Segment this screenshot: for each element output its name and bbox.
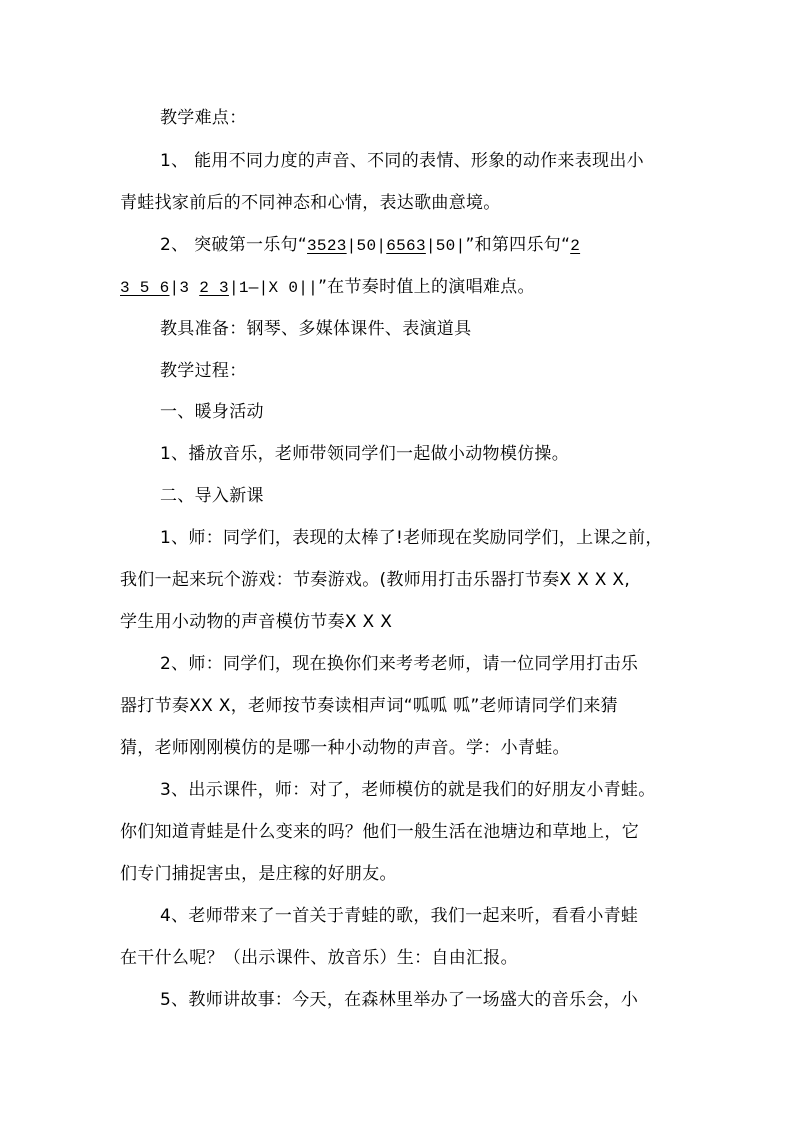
notation-phrase4-start: 2 <box>570 237 581 255</box>
notation-phrase4-a: 3 5 6 <box>120 279 170 297</box>
section-2-item-3-line-2: 你们知道青蛙是什么变来的吗？他们一般生活在池塘边和草地上，它 <box>120 822 639 842</box>
notation-phrase4-d: |1—|X 0|| <box>228 279 319 297</box>
section-2-item-4-line-2: 在干什么呢？（出示课件、放音乐）生：自由汇报。 <box>120 948 518 968</box>
item-2-mid: ”和第四乐句“ <box>465 235 571 255</box>
heading-teaching-process: 教学过程： <box>160 361 247 381</box>
section-2-item-4-line-1: 4、老师带来了一首关于青蛙的歌，我们一起来听，看看小青蛙 <box>160 906 639 926</box>
section-2-item-2-line-3: 猜，老师刚刚模仿的是哪一种小动物的声音。学：小青蛙。 <box>120 738 570 758</box>
section-1-title: 一、暖身活动 <box>160 402 264 422</box>
heading-teaching-difficulty: 教学难点： <box>160 108 247 128</box>
section-2-item-3-line-1: 3、出示课件，师：对了，老师模仿的就是我们的好朋友小青蛙。 <box>160 780 656 800</box>
notation-phrase1-b: |50| <box>346 237 387 255</box>
item-2-prefix: 2、 突破第一乐句“ <box>160 235 308 255</box>
section-2-item-2-line-1: 2、师：同学们，现在换你们来考考老师，请一位同学用打击乐 <box>160 654 639 674</box>
difficulty-item-2-line-1 <box>160 234 680 257</box>
notation-phrase1-d: |50| <box>425 237 466 255</box>
section-2-item-3-line-3: 们专门捕捉害虫，是庄稼的好朋友。 <box>120 864 397 884</box>
section-2-title: 二、导入新课 <box>160 486 264 506</box>
section-2-item-1-line-3: 学生用小动物的声音模仿节奏X X X <box>120 612 393 632</box>
section-2-item-5-line-1: 5、教师讲故事：今天，在森林里举办了一场盛大的音乐会，小 <box>160 990 639 1010</box>
item-2-suffix: ”在节奏时值上的演唱难点。 <box>318 277 535 297</box>
notation-phrase4-b: |3 <box>169 279 200 297</box>
section-1-item-1: 1、播放音乐，老师带领同学们一起做小动物模仿操。 <box>160 444 570 464</box>
teaching-aids: 教具准备：钢琴、多媒体课件、表演道具 <box>160 319 472 339</box>
notation-phrase1-c: 6563 <box>386 237 426 255</box>
section-2-item-1-line-2: 我们一起来玩个游戏：节奏游戏。(教师用打击乐器打节奏X X X X, <box>120 570 631 590</box>
difficulty-item-1-line-2: 青蛙找家前后的不同神态和心情，表达歌曲意境。 <box>120 193 501 213</box>
difficulty-item-2-line-2 <box>120 276 680 299</box>
section-2-item-1-line-1: 1、师：同学们，表现的太棒了!老师现在奖励同学们，上课之前， <box>160 528 663 548</box>
section-2-item-2-line-2: 器打节奏XX X，老师按节奏读相声词“呱呱 呱”老师请同学们来猜 <box>120 696 618 716</box>
notation-phrase1-a: 3523 <box>307 237 347 255</box>
notation-phrase4-c: 2 3 <box>199 279 229 297</box>
difficulty-item-1-line-1: 1、 能用不同力度的声音、不同的表情、形象的动作来表现出小 <box>160 151 644 171</box>
